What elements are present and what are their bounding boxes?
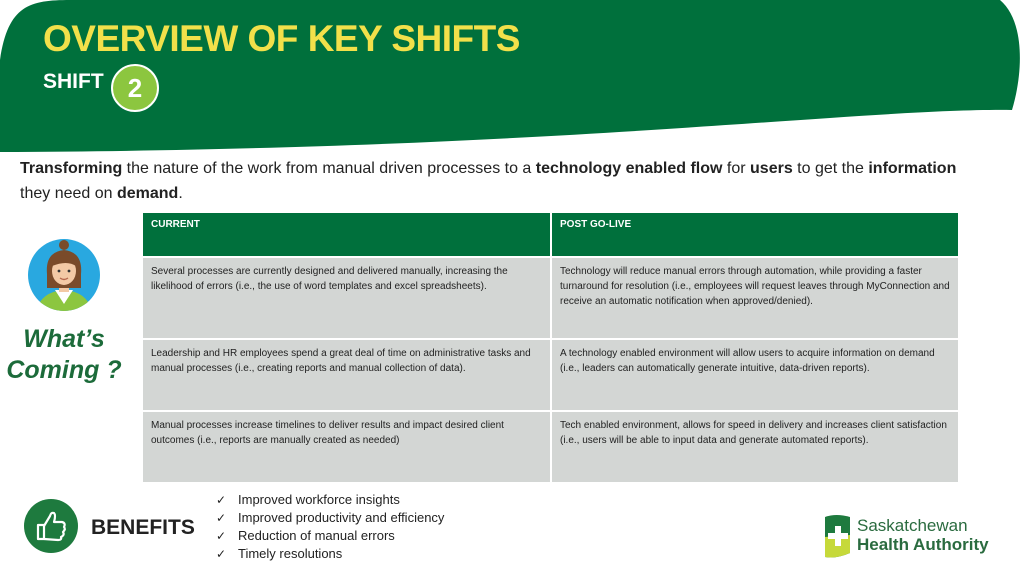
intro-segment: to get the [792,160,869,177]
table-cell-current: Manual processes increase timelines to deliver results and impact desired client outcomes (i.e., reports are manually created as needed) [143,411,551,483]
table-header-row [143,213,958,257]
intro-emphasis: technology enabled flow [535,160,723,177]
intro-emphasis: users [750,160,793,177]
page-title: OVERVIEW OF KEY SHIFTS [43,18,520,59]
table-row [143,257,958,339]
column-header-current: CURRENT [143,213,551,257]
column-header-post-go-live: POST GO-LIVE [551,213,958,257]
intro-text [20,156,980,206]
benefit-text: Improved productivity and efficiency [238,510,445,525]
table-cell-post-go-live: Tech enabled environment, allows for speed in delivery and increases client satisfaction (i.e., users will be able to input data and generate automated reports). [551,411,958,483]
intro-emphasis: Transforming [20,160,123,177]
benefit-text: Reduction of manual errors [238,528,395,543]
whats-coming-heading [4,324,124,386]
shifts-table [143,213,958,484]
intro-segment: . [178,185,183,202]
checkmark-icon: ✓ [216,493,227,507]
benefit-text: Timely resolutions [238,546,343,561]
list-item [216,545,444,563]
intro-segment: they need on [20,185,117,202]
cross-flag-icon [822,513,854,559]
logo-text [857,516,989,554]
logo-line2: Health Authority [857,535,989,554]
whats-coming-line1: What’s [23,325,105,353]
logo-line1: Saskatchewan [857,516,968,535]
woman-avatar-icon [27,238,101,312]
checkmark-icon: ✓ [216,511,227,525]
intro-emphasis: demand [116,185,179,202]
shift-number-badge: 2 [111,64,159,112]
benefits-list [216,491,444,563]
table-row [143,339,958,411]
shift-label: SHIFT [43,70,104,93]
table-cell-current: Several processes are currently designed and delivered manually, increasing the likelihood of errors (i.e., the use of word templates and excel spreadsheets). [143,257,551,339]
table-row [143,411,958,483]
intro-segment: the nature of the work from manual driven processes to a [122,160,536,177]
table-cell-current: Leadership and HR employees spend a great deal of time on administrative tasks and manual processes (i.e., creating reports and manual collection of data). [143,339,551,411]
table-cell-post-go-live: A technology enabled environment will allow users to acquire information on demand (i.e., leaders can automatically generate intuitive, data-driven reports). [551,339,958,411]
intro-segment: for [722,160,751,177]
list-item [216,491,444,509]
checkmark-icon: ✓ [216,529,227,543]
table-cell-post-go-live: Technology will reduce manual errors through automation, while providing a faster turnaround for resolution (i.e., employees will request leaves through MyConnection and receive an automatic notification when approved/denied). [551,257,958,339]
saskatchewan-health-authority-logo [822,513,997,559]
intro-emphasis: information [868,160,957,177]
benefit-text: Improved workforce insights [238,492,400,507]
benefits-label: BENEFITS [91,516,195,539]
whats-coming-line2: Coming ? [6,356,122,384]
checkmark-icon: ✓ [216,547,227,561]
list-item [216,527,444,545]
thumbs-up-icon [24,499,78,553]
list-item [216,509,444,527]
